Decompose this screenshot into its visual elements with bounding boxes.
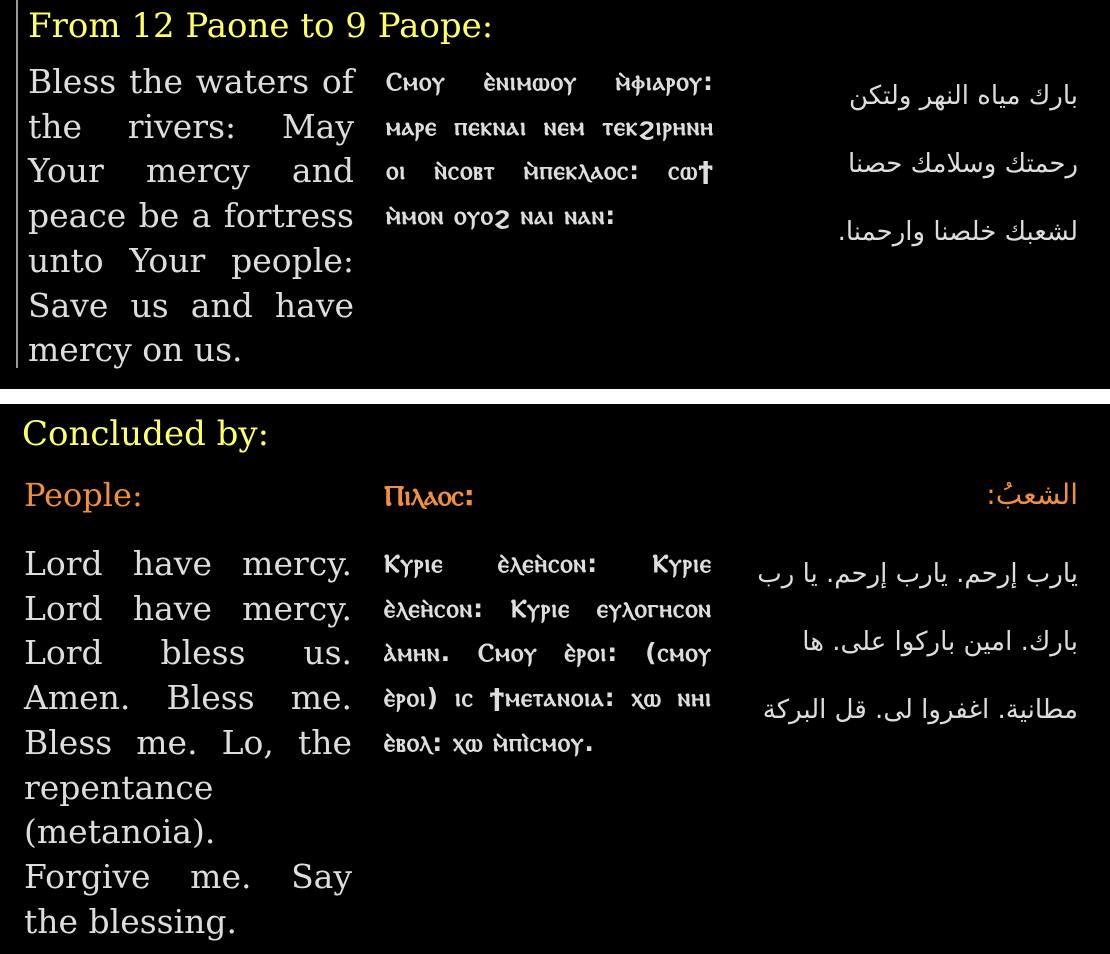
english-verse-rivers: Bless the waters of the rivers: May Your mercy and peace be a fortress unto Your people: Save us and have mercy on us. xyxy=(28,62,354,370)
verse-panel-conclusion xyxy=(0,404,1110,954)
verse-panel-rivers xyxy=(0,0,1110,389)
section-heading-concluded: Concluded by: xyxy=(22,414,270,454)
coptic-verse-rivers: Ⲥⲙⲟⲩ ⲉ̀ⲛⲓⲙⲱⲟⲩ ⲙ̀ⲫⲓⲁⲣⲟⲩ: ⲙⲁⲣⲉ ⲡⲉⲕⲛⲁⲓ ⲛⲉⲙ ⲧⲉⲕϩⲓⲣⲏⲛⲏ ⲟⲓ ⲛ̀ⲥⲟⲃⲧ ⲙ̀ⲡⲉⲕⲗⲁⲟⲥ: ⲥⲱϯ ⲙ̀ⲙⲟⲛ ⲟⲩⲟϩ ⲛⲁⲓ ⲛⲁⲛ: xyxy=(386,67,714,231)
coptic-verse-people: Ⲕⲩⲣⲓⲉ ⲉ̀ⲗⲉⲏ̀ⲥⲟⲛ: Ⲕⲩⲣⲓⲉ ⲉ̀ⲗⲉⲏ̀ⲥⲟⲛ: Ⲕⲩⲣⲓⲉ ⲉⲩⲗⲟⲅⲏⲥⲟⲛ ⲁ̀ⲙⲏⲛ. Ⲥⲙⲟⲩ ⲉ̀ⲣⲟⲓ: (ⲥⲙⲟⲩ ⲉ̀ⲣⲟⲓ) ⲓⲥ ϯⲙⲉⲧⲁⲛⲟⲓⲁ: ⲭⲱ ⲛⲏⲓ ⲉ̀ⲃⲟⲗ: ⲭⲱ ⲙ̀ⲡⲓ̀ⲥⲙⲟⲩ. xyxy=(384,549,712,757)
section-heading-rivers: From 12 Paone to 9 Paope: xyxy=(28,6,494,46)
speaker-label-english: People: xyxy=(24,476,143,514)
speaker-label-arabic: الشعبُ: xyxy=(986,478,1078,511)
left-rule xyxy=(16,0,18,368)
arabic-verse-rivers: بارك مياه النهر ولتكن رحمتك وسلامك حصنا لشعبك خلصنا وارحمنا. xyxy=(837,81,1078,247)
arabic-verse-people: يارب إرحم. يارب إرحم. يا رب بارك. امين باركوا على. ها مطانية. اغفروا لى. قل البركة xyxy=(757,559,1078,725)
english-verse-people: Lord have mercy. Lord have mercy. Lord bless us. Amen. Bless me. Bless me. Lo, the repentance (metanoia). Forgive me. Say the blessing. xyxy=(24,544,352,941)
speaker-label-coptic: Ⲡⲓⲗⲁⲟⲥ: xyxy=(384,479,475,512)
